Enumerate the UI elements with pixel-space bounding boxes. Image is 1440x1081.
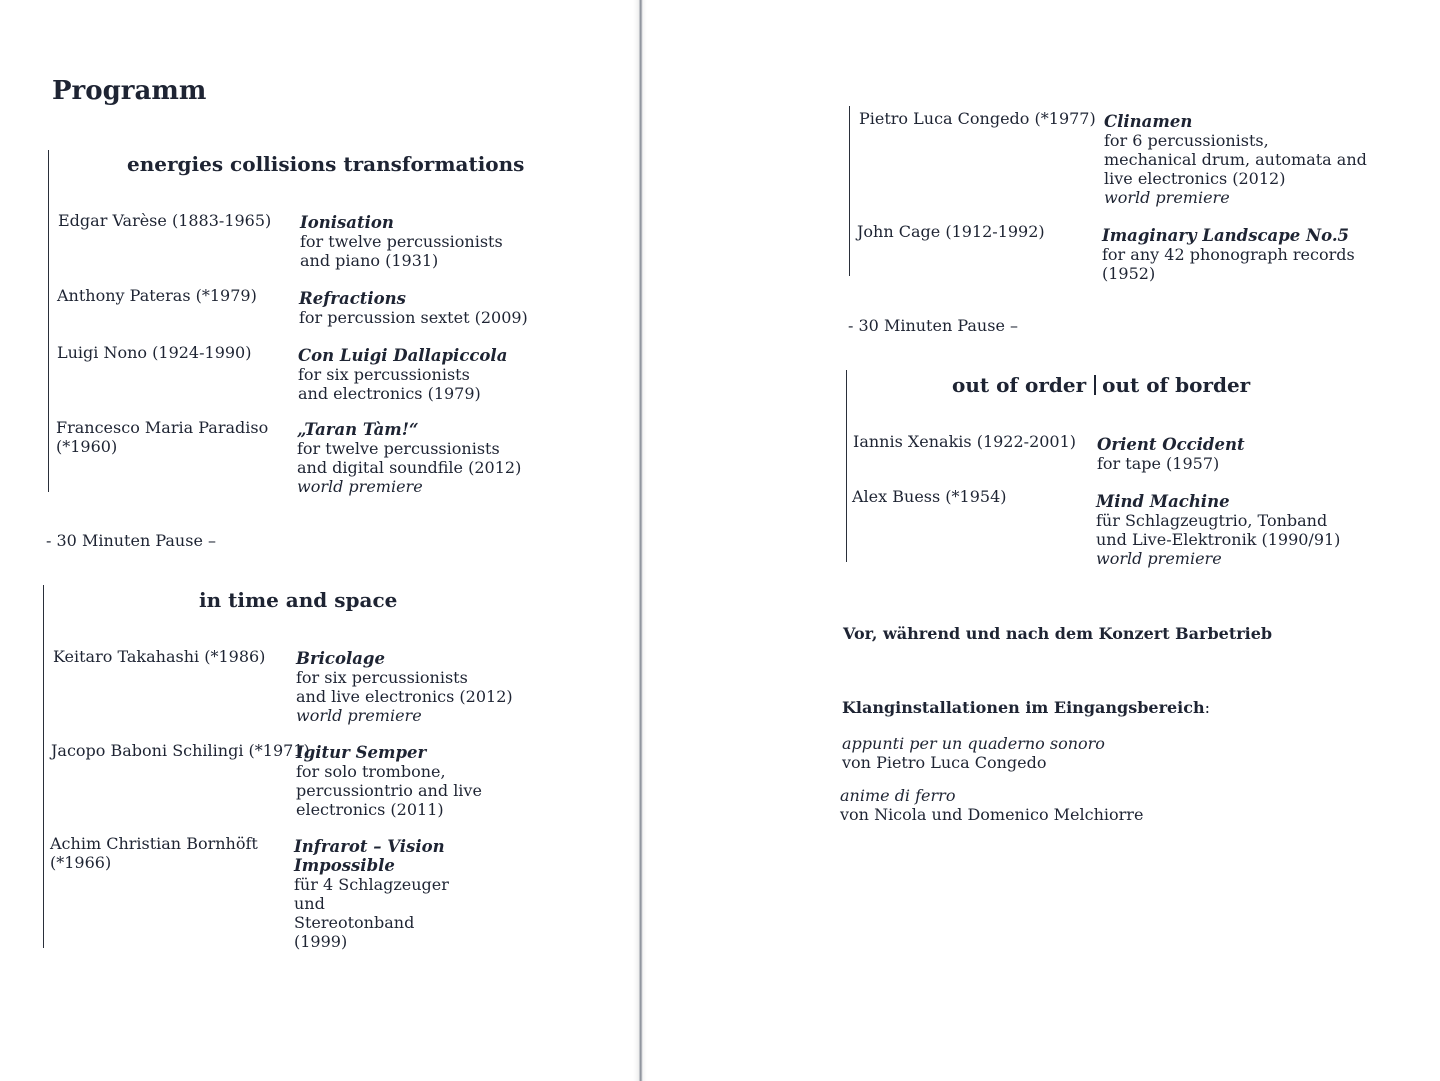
work-title: Infrarot – Vision Impossible: [294, 837, 445, 875]
work-entry: [299, 289, 528, 327]
work-entry: [1097, 435, 1245, 473]
premiere-note: world premiere: [297, 477, 423, 496]
work-description: electronics (2011): [296, 800, 444, 819]
work-description: für 4 Schlagzeuger und: [294, 875, 449, 913]
composer-name: [50, 834, 258, 872]
work-description: and digital soundfile (2012): [297, 458, 522, 477]
composer-name: [852, 487, 1007, 506]
work-title: Bricolage: [296, 649, 385, 668]
work-title: Mind Machine: [1096, 492, 1230, 511]
section-rule: [849, 106, 850, 276]
pause-note: - 30 Minuten Pause –: [46, 531, 216, 550]
work-entry: [1096, 492, 1340, 568]
work-entry: [296, 743, 482, 819]
work-description: Stereotonband (1999): [294, 913, 415, 951]
composer-name: [853, 432, 1076, 451]
pause-note: - 30 Minuten Pause –: [848, 316, 1018, 335]
composer-name: [57, 343, 251, 362]
installation-item: [842, 734, 1105, 772]
composer-name: [56, 418, 268, 456]
composer-line: John Cage (1912-1992): [857, 222, 1045, 241]
work-description: for twelve percussionists: [297, 439, 500, 458]
installation-artist: von Pietro Luca Congedo: [842, 753, 1047, 772]
work-description: and electronics (1979): [298, 384, 481, 403]
section-title-right: out of border: [1102, 373, 1251, 397]
work-entry: [297, 420, 521, 496]
page-fold: [633, 0, 647, 1081]
work-title: Orient Occident: [1097, 435, 1245, 454]
work-description: for tape (1957): [1097, 454, 1220, 473]
page-title: Programm: [52, 76, 207, 106]
section-title-energies: energies collisions transformations: [127, 152, 525, 176]
section-rule: [846, 370, 847, 562]
work-description: for 6 percussionists,: [1104, 131, 1269, 150]
work-title: Ionisation: [300, 213, 394, 232]
work-description: for twelve percussionists: [300, 232, 503, 251]
section-title-left: out of order: [952, 373, 1087, 397]
composer-line: Jacopo Baboni Schilingi (*1971): [51, 741, 310, 760]
work-title: Refractions: [299, 289, 406, 308]
installations-heading: [842, 698, 1210, 717]
composer-line: Achim Christian Bornhöft: [50, 834, 258, 853]
work-entry: [298, 346, 507, 403]
work-title: Igitur Semper: [296, 743, 427, 762]
work-entry: [1102, 226, 1355, 283]
section-title-time-space: in time and space: [199, 588, 398, 612]
bar-note: Vor, während und nach dem Konzert Barbetrieb: [843, 624, 1273, 643]
composer-line: Iannis Xenakis (1922-2001): [853, 432, 1077, 451]
work-entry: [1104, 112, 1367, 207]
composer-name: [51, 741, 310, 760]
installation-title: appunti per un quaderno sonoro: [842, 734, 1105, 753]
composer-line: Francesco Maria Paradiso: [56, 418, 269, 437]
work-entry: [294, 837, 469, 951]
composer-name: [57, 286, 257, 305]
work-title: Imaginary Landscape No.5: [1102, 226, 1350, 245]
work-title: Clinamen: [1104, 112, 1193, 131]
composer-line: Keitaro Takahashi (*1986): [53, 647, 266, 666]
composer-name: [857, 222, 1045, 241]
work-description: for six percussionists: [296, 668, 468, 687]
section-rule: [43, 585, 44, 948]
installation-item: [840, 786, 1143, 824]
work-description: and piano (1931): [300, 251, 439, 270]
work-description: und Live-Elektronik (1990/91): [1096, 530, 1341, 549]
composer-line: Alex Buess (*1954): [852, 487, 1007, 506]
composer-line: Edgar Varèse (1883-1965): [58, 211, 272, 230]
section-rule: [48, 150, 49, 492]
composer-name: [859, 109, 1096, 128]
composer-line: Anthony Pateras (*1979): [57, 286, 257, 305]
section-title-out-of-order: [952, 373, 1250, 397]
work-description: for percussion sextet (2009): [299, 308, 528, 327]
work-description: für Schlagzeugtrio, Tonband: [1096, 511, 1328, 530]
title-divider: [1094, 375, 1096, 395]
composer-line: (*1966): [50, 853, 112, 872]
work-description: for six percussionists: [298, 365, 470, 384]
work-description: for any 42 phonograph records: [1102, 245, 1355, 264]
work-entry: [300, 213, 503, 270]
work-description: mechanical drum, automata and: [1104, 150, 1367, 169]
work-description: for solo trombone,: [296, 762, 446, 781]
composer-line: Luigi Nono (1924-1990): [57, 343, 252, 362]
work-description: (1952): [1102, 264, 1156, 283]
work-description: and live electronics (2012): [296, 687, 513, 706]
composer-line: Pietro Luca Congedo (*1977): [859, 109, 1096, 128]
work-title: Con Luigi Dallapiccola: [298, 346, 508, 365]
installation-title: anime di ferro: [840, 786, 956, 805]
premiere-note: world premiere: [296, 706, 422, 725]
installations-heading-colon: :: [1204, 698, 1211, 717]
installations-heading-text: Klanginstallationen im Eingangsbereich: [842, 698, 1205, 717]
work-title: „Taran Tàm!“: [297, 420, 419, 439]
premiere-note: world premiere: [1104, 188, 1230, 207]
composer-name: [58, 211, 271, 230]
work-description: live electronics (2012): [1104, 169, 1286, 188]
composer-name: [53, 647, 265, 666]
installation-artist: von Nicola und Domenico Melchiorre: [840, 805, 1144, 824]
composer-line: (*1960): [56, 437, 118, 456]
premiere-note: world premiere: [1096, 549, 1222, 568]
work-entry: [296, 649, 513, 725]
work-description: percussiontrio and live: [296, 781, 482, 800]
